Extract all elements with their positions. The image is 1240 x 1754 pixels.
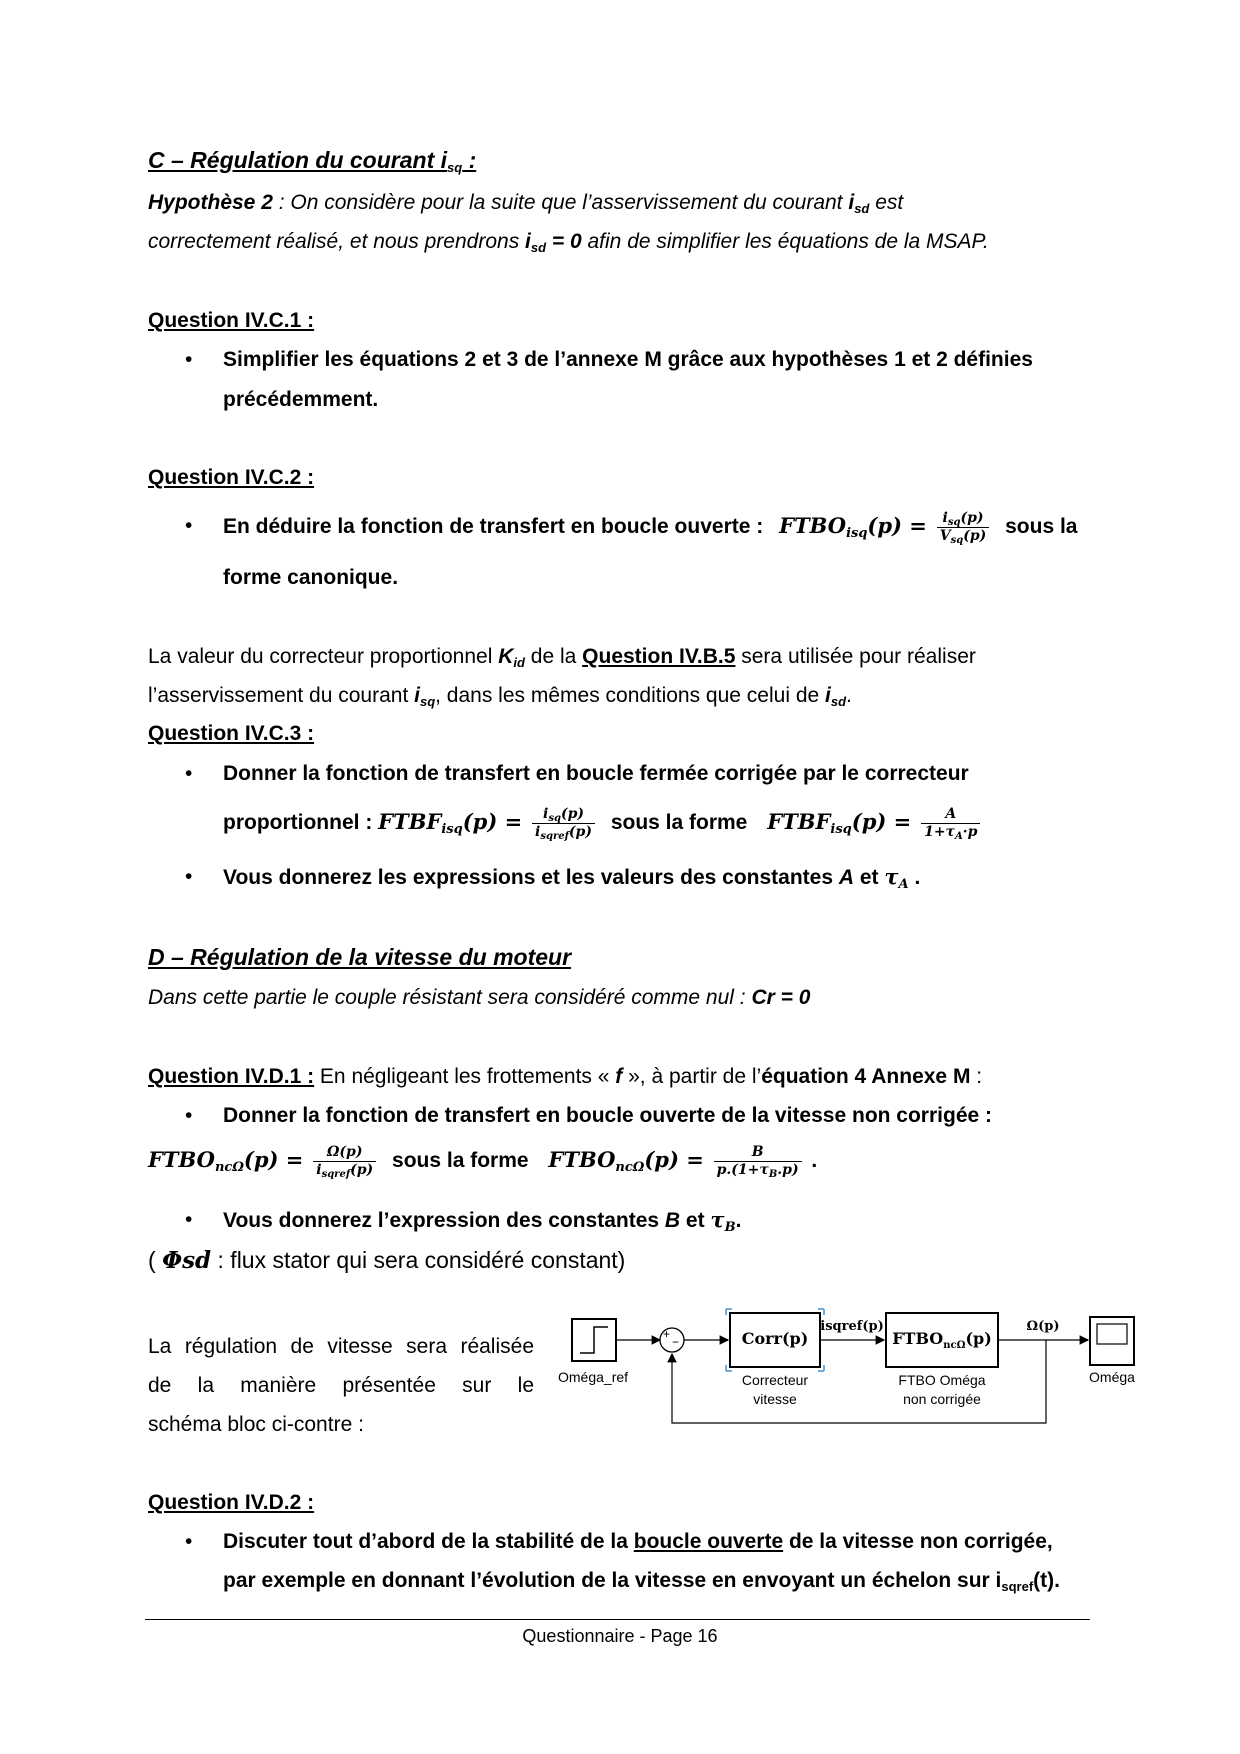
bullet: • <box>185 1104 193 1127</box>
signal-omega-label: Ω(p) <box>1026 1319 1060 1334</box>
section-d-title: D – Régulation de la vitesse du moteur <box>148 944 572 970</box>
section-c-title: C – Régulation du courant $i_{sq}$ : <box>148 147 477 175</box>
sum-plus: + <box>663 1327 671 1341</box>
ftbo-omega-label: $FTBO_{nc\Omega}(p)$ <box>892 1329 992 1351</box>
ftbf-isq-fraction: $\frac{i_{sq}(p)}{i_{sqref}(p)}$ <box>532 806 595 841</box>
question-c1-label: Question IV.C.1 : <box>148 309 315 332</box>
ftbo-caption-2: non corrigée <box>903 1391 981 1407</box>
sum-minus: − <box>672 1335 680 1349</box>
corrector-caption-1: Correcteur <box>741 1372 809 1388</box>
question-c3-bullet-2: Vous donnerez les expressions et les valeurs des constantes A et $\tau_A$ . <box>223 864 921 892</box>
bullet: • <box>185 1208 193 1231</box>
question-c3-text-1: Donner la fonction de transfert en boucle fermée corrigée par le correcteur <box>223 762 969 785</box>
question-c2-label: Question IV.C.2 : <box>148 466 315 489</box>
kid-paragraph-2: l’asservissement du courant $i_{sq}$, dans les mêmes conditions que celui de $i_{sd}$. <box>148 684 852 709</box>
bullet: • <box>185 348 193 371</box>
phi-note: ( Φsd : flux stator qui sera considéré constant) <box>148 1247 626 1274</box>
footer-rule <box>145 1619 1090 1620</box>
page-footer: Questionnaire - Page 16 <box>522 1626 718 1646</box>
question-d1-line: Question IV.D.1 : En négligeant les frottements « f », à partir de l’équation 4 Annexe M : <box>148 1065 983 1088</box>
question-c2-text-1: En déduire la fonction de transfert en boucle ouverte : $FTBO_{isq}(p)$ = $\frac{i_{sq}(p)}{V_{sq}(p)}$ sous la <box>223 509 1078 546</box>
question-d2-label: Question IV.D.2 : <box>148 1491 315 1514</box>
bullet: • <box>185 1530 193 1553</box>
hypothesis-line-1: Hypothèse 2 : On considère pour la suite que l’asservissement du courant $i_{sd}$ est <box>148 191 904 216</box>
question-c3-text-2: proportionnel : $FTBF_{isq}(p)$ = $\frac{i_{sq}(p)}{i_{sqref}(p)}$ sous la forme $FTBF_{isq}(p)$ = $\frac{A}{1+\tau_A\cdot p}$ <box>223 798 984 847</box>
block-diagram <box>560 1305 1180 1435</box>
output-label: Oméga <box>1089 1369 1135 1385</box>
kid-paragraph-1: La valeur du correcteur proportionnel $K_{id}$ de la Question IV.B.5 sera utilisée pour réaliser <box>148 645 976 670</box>
question-c1-text-1: Simplifier les équations 2 et 3 de l’annexe M grâce aux hypothèses 1 et 2 définies <box>223 348 1033 371</box>
schema-text-2: de la manière présentée sur le <box>148 1374 534 1397</box>
corrector-label: Corr(p) <box>741 1329 809 1348</box>
input-label: Oméga_ref <box>558 1369 629 1385</box>
question-d1-bullet-1: Donner la fonction de transfert en boucle ouverte de la vitesse non corrigée : <box>223 1104 993 1127</box>
question-c2-text-2: forme canonique. <box>223 566 399 589</box>
question-d2-text-2: par exemple en donnant l’évolution de la vitesse en envoyant un échelon sur $i_{sqref}(t)$. <box>223 1569 1060 1594</box>
ftbo-omega-form-fraction: $\frac{B}{p.(1+\tau_B.p)}$ <box>714 1144 802 1179</box>
question-d1-formula: $FTBO_{nc\Omega}(p)$ = $\frac{\Omega(p)}{i_{sqref}(p)}$ sous la forme $FTBO_{nc\Omega}(p)$ = $\frac{B}{p.(1+\tau_B.p)}$ . <box>148 1143 818 1180</box>
ftbo-omega-fraction: $\frac{\Omega(p)}{i_{sqref}(p)}$ <box>313 1144 376 1179</box>
signal-isqref-label: isqref(p) <box>820 1319 884 1334</box>
ftbo-isq-fraction: $\frac{i_{sq}(p)}{V_{sq}(p)}$ <box>937 510 990 545</box>
question-d2-text-1: Discuter tout d’abord de la stabilité de la boucle ouverte de la vitesse non corrigée, <box>223 1530 1053 1553</box>
question-c3-label: Question IV.C.3 : <box>148 722 315 745</box>
ftbo-caption-1: FTBO Oméga <box>898 1372 986 1388</box>
question-c1-text-2: précédemment. <box>223 388 379 411</box>
schema-text-3: schéma bloc ci-contre : <box>148 1413 364 1436</box>
bullet: • <box>185 865 193 888</box>
bullet: • <box>185 514 193 537</box>
section-d-intro: Dans cette partie le couple résistant sera considéré comme nul : Cr = 0 <box>148 986 811 1009</box>
hypothesis-line-2: correctement réalisé, et nous prendrons $i_{sd} = 0$ afin de simplifier les équations de la MSAP. <box>148 230 989 255</box>
corrector-caption-2: vitesse <box>753 1391 797 1407</box>
bullet: • <box>185 762 193 785</box>
schema-text-1: La régulation de vitesse sera réalisée <box>148 1335 534 1358</box>
ftbf-form-fraction: $\frac{A}{1+\tau_A\cdot p}$ <box>921 806 980 841</box>
question-d1-bullet-2: Vous donnerez l’expression des constantes B et $\tau_B$. <box>223 1207 742 1235</box>
